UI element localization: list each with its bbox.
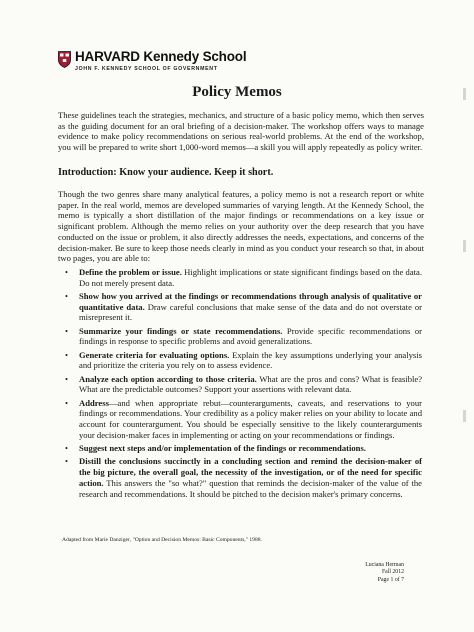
bullet-bold: Distill the conclusions succinctly in a concluding section and remind the decision-maker of the big picture, the overall goal, the necessity of the investigation, or of the need for specific action. (79, 456, 422, 488)
signature-block (365, 562, 404, 584)
list-item (65, 291, 422, 323)
scan-mark (463, 88, 466, 100)
bullet-icon: • (65, 349, 69, 360)
bullet-text: Explain the key assumptions underlying your analysis and prioritize the criteria you rely on to assess evidence. (79, 349, 423, 371)
bullet-bold: Summarize your findings or state recommendations. (79, 325, 283, 336)
scan-edge (465, 0, 468, 632)
bullet-icon: • (65, 325, 69, 336)
list-item (65, 443, 422, 454)
page-number: Page 1 of 7 (377, 576, 404, 583)
list-item (65, 374, 422, 395)
bullet-bold: Analyze each option according to those criteria. (79, 373, 257, 384)
bullet-icon: • (65, 291, 69, 301)
school-subtitle: JOHN F. KENNEDY SCHOOL OF GOVERNMENT (75, 66, 218, 72)
bullet-icon: • (65, 443, 69, 454)
bullet-bold: Generate criteria for evaluating options. (79, 349, 230, 360)
footnote: Adapted from Marie Danziger, "Option and Decision Memos: Basic Components," 1988. (62, 537, 262, 543)
bullet-icon: • (65, 267, 69, 277)
bullet-text: Highlight implications or state significant findings based on the data. Do not merely present data. (79, 267, 423, 288)
bullet-text: This answers the "so what?" question that reminds the decision-maker of the value of the research and recommendations. It should be pitched to the decision maker's primary concerns. (79, 477, 422, 499)
list-item (65, 456, 422, 499)
school-name: HARVARD Kennedy School (75, 49, 247, 64)
author-name: Luciana Herman (365, 562, 404, 568)
intro-paragraph: These guidelines teach the strategies, mechanics, and structure of a basic policy memo, which then serves as the guiding document for an oral briefing of a decision-maker. The workshop offers ways to manage evidence to make policy recommendations on serious real-world problems. At the end of the workshop, you will be prepared to write short 1,000-word memos—a skill you will apply repeatedly as policy writer. (58, 110, 424, 153)
bullet-bold: Address (79, 397, 109, 408)
term-label: Fall 2012 (381, 569, 404, 576)
bullet-list (65, 267, 422, 502)
bullet-icon: • (65, 397, 69, 408)
body-paragraph: Though the two genres share many analytical features, a policy memo is not a research report or white paper. In the real world, memos are developed summaries of varying length. At the Kennedy School, the memo is typically a short distillation of the major findings or recommendations on a key issue or significant problem. Although the memo relies on your authority over the deep research that you have conducted on the issue or problem, it also directly addresses the needs, expectations, and concerns of the decision-maker. Be sure to keep those needs clearly in mind as you conduct your research so that, in about two pages, you are able to: (58, 189, 424, 264)
bullet-text: —and when appropriate rebut—counterarguments, caveats, and reservations to your findings or recommendations. Your credibility as a policy maker relies on your ability to locate and account for counterargument. You should be especially sensitive to the likely counterarguments your decision-maker faces in implementing or acting on your recommendations or findings. (79, 397, 422, 440)
scan-mark (463, 410, 466, 422)
bullet-bold: Suggest next steps and/or implementation of the findings or recommendations. (79, 443, 366, 454)
section-heading: Introduction: Know your audience. Keep it short. (58, 167, 274, 178)
bullet-icon: • (65, 456, 69, 467)
bullet-icon: • (65, 373, 69, 384)
harvard-shield-icon (58, 51, 71, 68)
list-item (65, 350, 422, 371)
bullet-bold: Show how you arrived at the findings or recommendations through analysis of qualitative or quantitative data. (79, 291, 422, 312)
bullet-text: Draw careful conclusions that make sense of the data and do not overstate or misrepresent it. (79, 301, 423, 323)
list-item (65, 398, 422, 441)
bullet-bold: Define the problem or issue. (79, 267, 182, 277)
list-item (65, 267, 422, 288)
scan-mark (463, 240, 466, 252)
bullet-text: Provide specific recommendations or findings in response to specific problems and avoid generalizations. (79, 325, 422, 347)
list-item (65, 326, 422, 347)
page-title: Policy Memos (192, 84, 282, 100)
harvard-kennedy-logo (58, 50, 246, 72)
bullet-text: What are the pros and cons? What is feasible? What are the predictable outcomes? Support your assertions with relevant data. (79, 373, 423, 395)
